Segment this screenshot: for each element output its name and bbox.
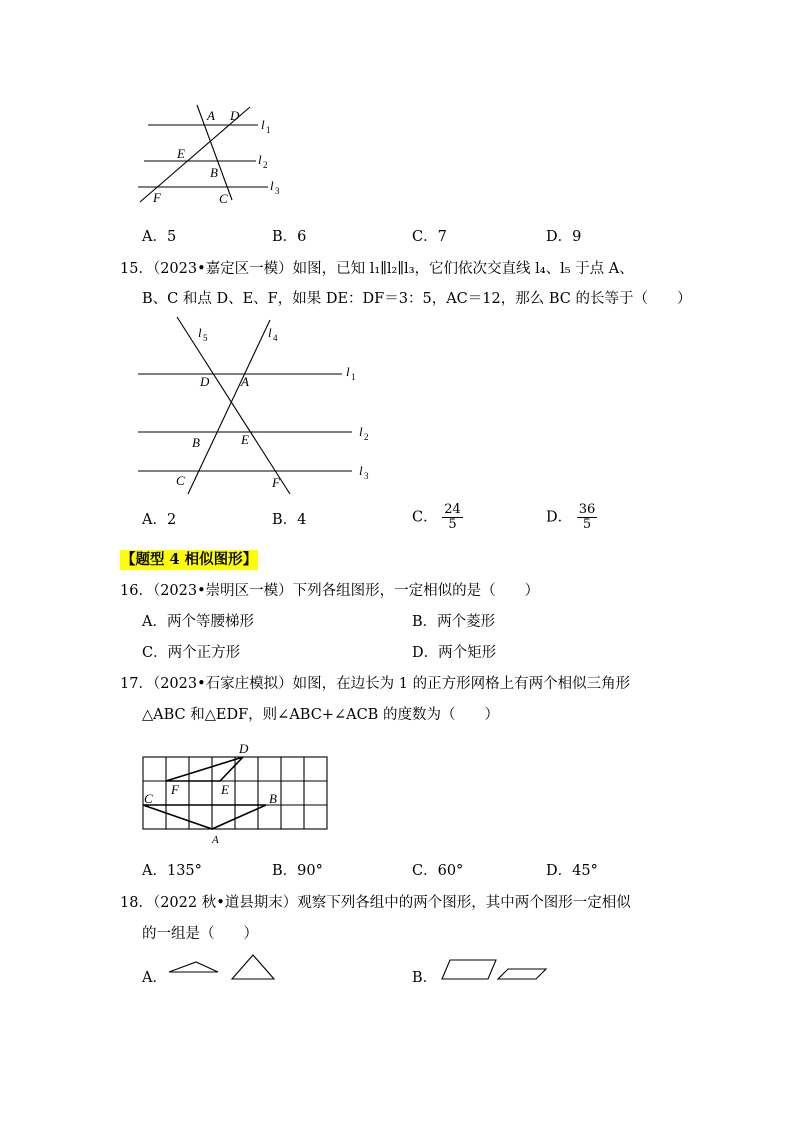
q15-label-l1-sub: 1: [351, 372, 356, 382]
q18-isosceles-triangle: [232, 955, 274, 979]
q15-option-c-prefix: C．: [412, 509, 438, 526]
q15-label-D: D: [200, 374, 210, 389]
q14-label-C: C: [219, 191, 228, 206]
q15-option-b: B．4: [272, 512, 307, 528]
q18-option-a-triangles: [162, 948, 282, 984]
q15-label-C: C: [176, 473, 185, 488]
q15-stem-line1: 15．（2023•嘉定区一模）如图，已知 l₁∥l₂∥l₃，它们依次交直线 l₄、l₅ 于点 A、: [120, 261, 634, 277]
q16-option-a: A．两个等腰梯形: [142, 614, 254, 630]
q17-label-C: C: [144, 791, 153, 806]
q15-parallel-lines-figure: [130, 312, 370, 497]
q15-label-l1: l: [346, 364, 350, 379]
section-4-title: 【题型 4 相似图形】: [121, 551, 258, 568]
q15-option-d-prefix: D．: [546, 509, 573, 526]
q14-label-l3: l: [270, 178, 274, 193]
q15-option-c-denominator: 5: [448, 517, 457, 532]
q15-label-l4-sub: 4: [273, 333, 278, 343]
q15-line-l4: [188, 320, 270, 494]
q14-label-l2-sub: 2: [263, 160, 268, 170]
q15-label-E: E: [241, 432, 249, 447]
q15-label-l5: l: [198, 325, 202, 340]
q14-label-B: B: [210, 165, 218, 180]
q15-label-l2-sub: 2: [364, 432, 369, 442]
q15-option-d: [546, 503, 597, 532]
q14-parallel-lines-figure: [130, 100, 310, 210]
q15-option-c-fraction: [442, 503, 463, 532]
q17-label-E: E: [221, 782, 229, 797]
q14-option-b: B．6: [272, 229, 307, 245]
q15-label-l3: l: [359, 463, 363, 478]
q15-line-l5: [177, 317, 290, 494]
q16-option-c: C．两个正方形: [142, 645, 241, 661]
q15-label-A: A: [241, 374, 249, 389]
q17-stem-line1: 17．（2023•石家庄模拟）如图，在边长为 1 的正方形网格上有两个相似三角形: [120, 676, 631, 692]
q15-option-d-fraction: [577, 503, 598, 532]
q15-label-F: F: [272, 475, 280, 490]
q18-stem-line2: 的一组是（ ）: [142, 926, 258, 942]
q15-option-d-denominator: 5: [582, 517, 592, 532]
q17-triangle-EDF: [166, 757, 243, 781]
q15-option-c: [412, 503, 463, 532]
q18-option-b: B．: [412, 970, 438, 986]
q18-option-b-parallelograms: [432, 948, 552, 984]
q15-label-l5-sub: 5: [203, 333, 208, 343]
q14-label-l2: l: [258, 152, 262, 167]
q16-option-b: B．两个菱形: [412, 614, 496, 630]
q18-parallelogram-small: [498, 969, 546, 979]
q14-label-l1: l: [261, 117, 265, 132]
q15-label-B: B: [192, 435, 200, 450]
q15-option-d-numerator: 36: [578, 502, 596, 517]
q18-parallelogram-large: [442, 960, 496, 979]
q17-grid-figure: [135, 740, 335, 850]
q14-label-A: A: [207, 108, 215, 123]
q14-label-l1-sub: 1: [266, 125, 271, 135]
q14-option-a: A．5: [142, 229, 177, 245]
q14-label-D: D: [230, 108, 240, 123]
q17-label-B: B: [269, 791, 277, 806]
q17-label-F: F: [171, 782, 179, 797]
q14-label-F: F: [153, 190, 161, 205]
q18-stem-line1: 18．（2022 秋•道县期末）观察下列各组中的两个图形，其中两个图形一定相似: [120, 895, 631, 911]
q15-option-c-numerator: 24: [444, 502, 461, 517]
q17-label-D: D: [239, 741, 249, 756]
q18-obtuse-triangle: [169, 962, 218, 972]
q15-label-l2: l: [359, 424, 363, 439]
q14-option-d: D．9: [546, 229, 582, 245]
q17-option-b: B．90°: [272, 863, 323, 879]
q17-option-c: C．60°: [412, 863, 464, 879]
q17-option-a: A．135°: [142, 863, 202, 879]
q17-triangle-ABC: [143, 805, 266, 829]
q16-option-d: D．两个矩形: [412, 645, 497, 661]
q17-label-A: A: [212, 834, 219, 846]
q15-stem-line2: B、C 和点 D、E、F，如果 DE：DF＝3：5，AC＝12，那么 BC 的长等于（ ）: [142, 291, 692, 307]
q16-stem: 16．（2023•崇明区一模）下列各组图形，一定相似的是（ ）: [120, 583, 540, 599]
q15-option-a: A．2: [142, 512, 177, 528]
q17-option-d: D．45°: [546, 863, 598, 879]
q14-label-l3-sub: 3: [275, 186, 280, 196]
q18-option-a: A．: [142, 970, 167, 986]
q15-label-l3-sub: 3: [364, 471, 369, 481]
q14-option-c: C．7: [412, 229, 447, 245]
q14-label-E: E: [177, 146, 185, 161]
q17-stem-line2: △ABC 和△EDF，则∠ABC+∠ACB 的度数为（ ）: [142, 707, 499, 723]
q15-label-l4: l: [268, 325, 272, 340]
